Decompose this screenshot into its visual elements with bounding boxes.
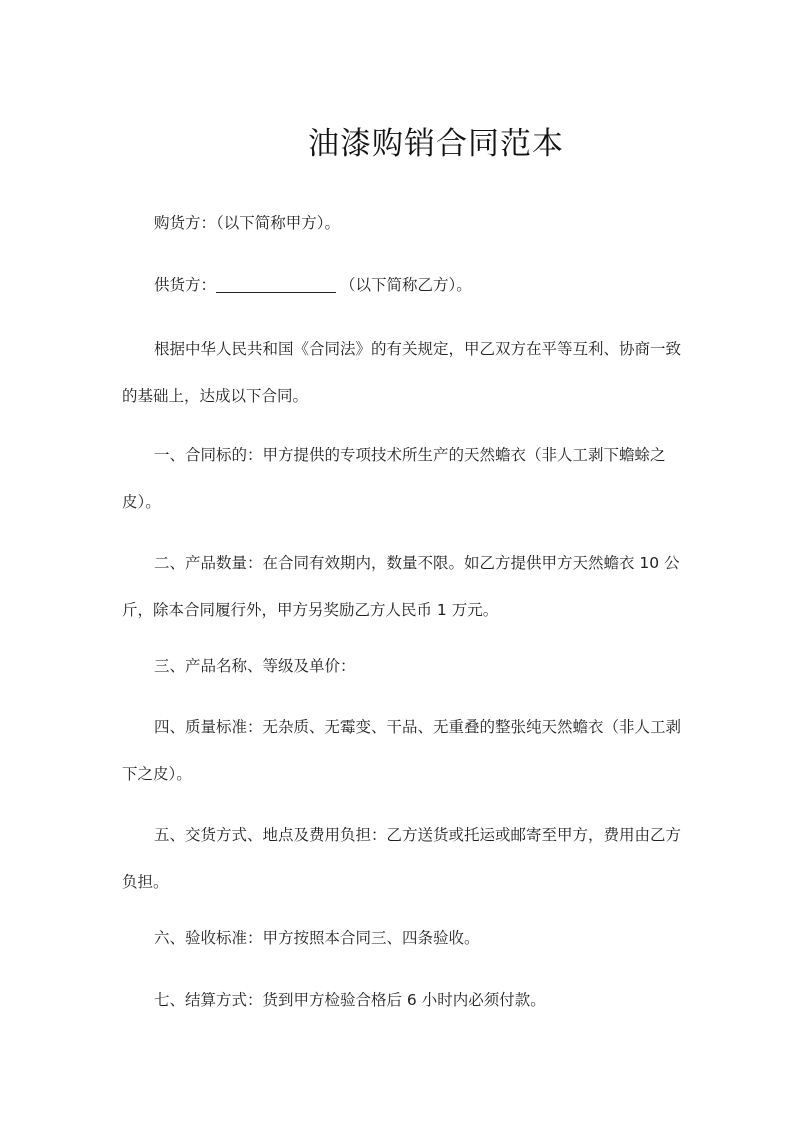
clause-4: 四、质量标准：无杂质、无霉变、干品、无重叠的整张纯天然蟾衣（非人工剥下之皮）。	[122, 718, 682, 783]
document-title: 油漆购销合同范本	[308, 126, 564, 162]
clause-3: 三、产品名称、等级及单价：	[154, 657, 356, 675]
clause-5: 五、交货方式、地点及费用负担：乙方送货或托运或邮寄至甲方，费用由乙方负担。	[122, 826, 682, 891]
supplier-suffix: （以下简称乙方）。	[340, 276, 472, 294]
supplier-line	[122, 262, 692, 309]
supplier-label: 供货方：	[154, 276, 217, 294]
buyer-line: 购货方：（以下简称甲方）。	[154, 214, 341, 232]
clause-7: 七、结算方式：货到甲方检验合格后 6 小时内必须付款。	[154, 991, 546, 1009]
clause-6: 六、验收标准：甲方按照本合同三、四条验收。	[154, 929, 480, 947]
supplier-blank-field	[216, 274, 336, 293]
clause-1: 一、合同标的：甲方提供的专项技术所生产的天然蟾衣（非人工剥下蟾蜍之皮）。	[122, 446, 666, 511]
clause-2: 二、产品数量：在合同有效期内，数量不限。如乙方提供甲方天然蟾衣 10 公斤，除本合同履行外，甲方另奖励乙方人民币 1 万元。	[122, 554, 680, 619]
intro-paragraph: 根据中华人民共和国《合同法》的有关规定，甲乙双方在平等互利、协商一致的基础上，达成以下合同。	[122, 340, 682, 405]
